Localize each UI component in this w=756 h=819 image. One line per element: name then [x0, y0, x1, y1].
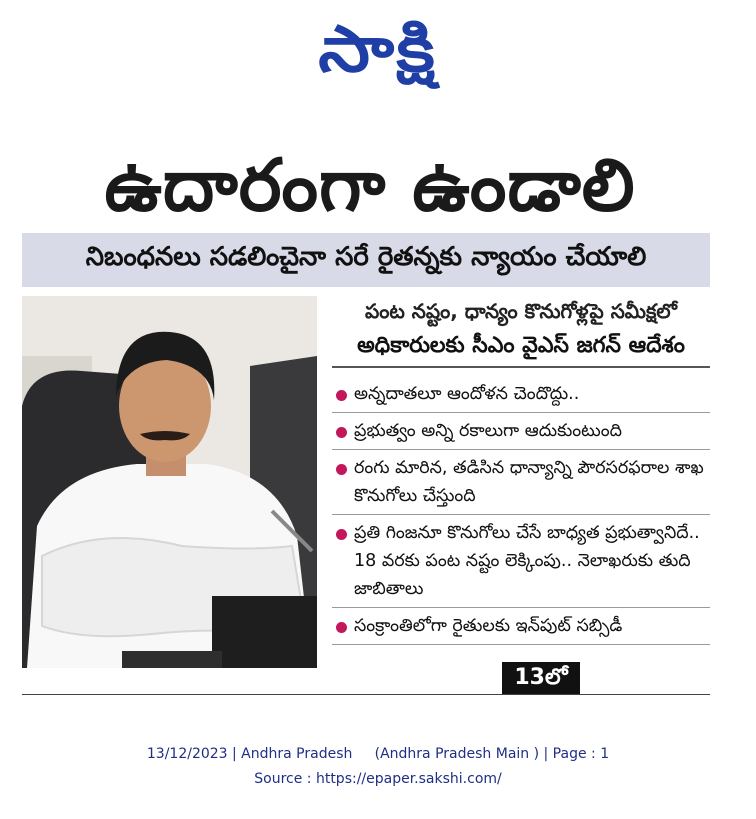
bullet-icon — [336, 529, 347, 540]
headline: ఉదారంగా ఉండాలి — [104, 143, 636, 227]
subheadline-banner — [22, 233, 710, 287]
news-photo — [22, 296, 317, 668]
portrait-image — [22, 296, 317, 668]
bullet-icon — [336, 390, 347, 401]
divider — [332, 366, 710, 368]
footer — [0, 742, 756, 792]
list-item: ప్రతి గింజనూ కొనుగోలు చేసే బాధ్యత ప్రభుత్వానిదే.. 18 వరకు పంట నష్టం లెక్కింపు.. నెలాఖరుకు తుది జాబితాలు — [332, 515, 710, 608]
list-item: అన్నదాతలూ ఆందోళన చెందొద్దు.. — [332, 376, 710, 413]
footer-source-link[interactable]: Source : https://epaper.sakshi.com/ — [254, 771, 502, 787]
subheadline-text: నిబంధనలు సడలించైనా సరే రైతన్నకు న్యాయం చేయాలి — [85, 242, 647, 272]
bullet-icon — [336, 427, 347, 438]
list-item: సంక్రాంతిలోగా రైతులకు ఇన్‌పుట్‌ సబ్సిడీ — [332, 608, 710, 645]
kicker — [332, 294, 710, 372]
footer-edition-line: 13/12/2023 | Andhra Pradesh (Andhra Pradesh Main ) | Page : 1 — [146, 746, 610, 762]
list-item: ప్రభుత్వం అన్ని రకాలుగా ఆదుకుంటుంది — [332, 413, 710, 450]
bullet-icon — [336, 464, 347, 475]
divider — [22, 694, 710, 695]
bullet-icon — [336, 622, 347, 633]
newspaper-logo: సాక్షి — [318, 13, 438, 87]
list-item: రంగు మారిన, తడిసిన ధాన్యాన్ని పౌరసరఫరాల శాఖ కొనుగోలు చేస్తుంది — [332, 450, 710, 515]
kicker-line-1: పంట నష్టం, ధాన్యం కొనుగోళ్లపై సమీక్షలో — [365, 299, 677, 323]
bullet-list — [332, 376, 710, 645]
masthead — [0, 10, 756, 90]
continued-page-badge: 13లో — [502, 662, 580, 694]
kicker-line-2: అధికారులకు సీఎం వైఎస్‌ జగన్‌ ఆదేశం — [357, 333, 685, 358]
